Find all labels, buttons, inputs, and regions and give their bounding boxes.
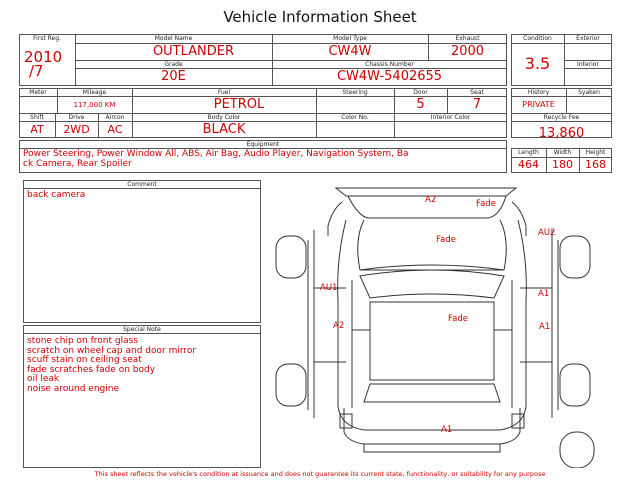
steering-label: Steering bbox=[342, 89, 368, 96]
fuel-label: Fuel bbox=[217, 89, 231, 96]
model-type-label: Model Type bbox=[333, 35, 367, 42]
special-note-label: Special Note bbox=[123, 326, 161, 333]
damage-mark-a1-rear: A1 bbox=[441, 425, 453, 435]
body-color-value: BLACK bbox=[202, 122, 246, 137]
model-name-label: Model Name bbox=[154, 35, 193, 42]
grade-label: Grade bbox=[164, 61, 183, 68]
equipment-line-2: ck Camera, Rear Spoiler bbox=[23, 159, 132, 169]
drive-label: Drive bbox=[68, 114, 85, 121]
length-label: Length bbox=[518, 149, 539, 156]
exhaust-value: 2000 bbox=[450, 44, 485, 59]
body-color-label: Body Color bbox=[207, 114, 241, 121]
shift-label: Shift bbox=[30, 114, 44, 121]
damage-mark-a2-left: A2 bbox=[333, 321, 345, 331]
condition-label: Condition bbox=[523, 35, 552, 42]
length-value: 464 bbox=[518, 158, 539, 171]
special-note-item: fade scratches fade on body bbox=[27, 364, 156, 375]
syaken-label: Syaken bbox=[578, 89, 600, 96]
car-damage-diagram bbox=[268, 180, 608, 468]
aircon-label: Aircon bbox=[105, 114, 125, 121]
height-value: 168 bbox=[585, 158, 606, 171]
exhaust-label: Exhaust bbox=[455, 35, 480, 42]
equipment-label: Equipment bbox=[246, 141, 280, 148]
drive-value: 2WD bbox=[63, 123, 90, 136]
mileage-label: Mileage bbox=[82, 89, 107, 96]
history-value: PRIVATE bbox=[522, 100, 555, 109]
equipment-line-1: Power Steering, Power Window All, ABS, Air Bag, Audio Player, Navigation System, Ba bbox=[23, 149, 409, 159]
special-note-item: noise around engine bbox=[27, 383, 119, 394]
damage-mark-au2: AU2 bbox=[538, 228, 556, 238]
door-value: 5 bbox=[416, 97, 425, 112]
seat-value: 7 bbox=[472, 97, 482, 112]
first-reg-label: First Reg. bbox=[33, 35, 61, 42]
shift-value: AT bbox=[30, 123, 44, 136]
damage-mark-fade-roof: Fade bbox=[448, 314, 468, 324]
width-label: Width bbox=[553, 149, 572, 156]
seat-label: Seat bbox=[470, 89, 484, 96]
chassis-number-value: CW4W-5402655 bbox=[336, 69, 443, 84]
sheet-title: Vehicle Information Sheet bbox=[223, 8, 417, 26]
damage-mark-a1-right-upper: A1 bbox=[538, 289, 550, 299]
exterior-label: Exterior bbox=[576, 35, 600, 42]
aircon-value: AC bbox=[107, 123, 123, 136]
damage-mark-fade-hood: Fade bbox=[436, 235, 456, 245]
special-note-item: stone chip on front glass bbox=[27, 336, 139, 346]
mileage-value: 117,000 KM bbox=[73, 101, 116, 109]
comment-box bbox=[23, 180, 261, 323]
damage-mark-a1-right-lower: A1 bbox=[539, 322, 551, 332]
special-note-item: scratch on wheel cap and door mirror bbox=[27, 345, 197, 356]
interior-color-label: Interior Color bbox=[430, 114, 471, 121]
special-note-list bbox=[27, 337, 196, 394]
interior-label: Interior bbox=[577, 61, 599, 68]
disclaimer: This sheet reflects the vehicle's condition at issuance and does not guarantee its current state, functionality, or suitability for any purpose bbox=[94, 470, 546, 478]
fuel-value: PETROL bbox=[213, 97, 265, 112]
special-note-item: scuff stain on ceiling seat bbox=[27, 355, 142, 365]
meter-label: Meter bbox=[29, 89, 47, 96]
comment-label: Comment bbox=[127, 181, 157, 188]
color-no-label: Color No. bbox=[341, 114, 369, 121]
recycle-fee-value: 13,860 bbox=[538, 126, 585, 141]
first-reg-month: /7 bbox=[29, 62, 44, 80]
height-label: Height bbox=[585, 149, 606, 156]
first-reg-year: 2010 bbox=[24, 48, 63, 66]
model-type-value: CW4W bbox=[328, 44, 372, 59]
damage-mark-fade-front: Fade bbox=[476, 199, 496, 209]
width-value: 180 bbox=[552, 158, 573, 171]
door-label: Door bbox=[413, 89, 428, 96]
model-name-value: OUTLANDER bbox=[152, 44, 235, 59]
condition-value: 3.5 bbox=[524, 54, 551, 73]
special-note-item: oil leak bbox=[27, 374, 60, 384]
grade-value: 20E bbox=[161, 69, 186, 84]
damage-mark-au1: AU1 bbox=[320, 283, 338, 293]
chassis-number-label: Chassis Number bbox=[365, 61, 414, 68]
damage-mark-a2-front: A2 bbox=[425, 195, 437, 205]
history-label: History bbox=[527, 89, 550, 96]
comment-text: back camera bbox=[27, 190, 86, 200]
recycle-fee-label: Recycle Fee bbox=[543, 114, 580, 121]
